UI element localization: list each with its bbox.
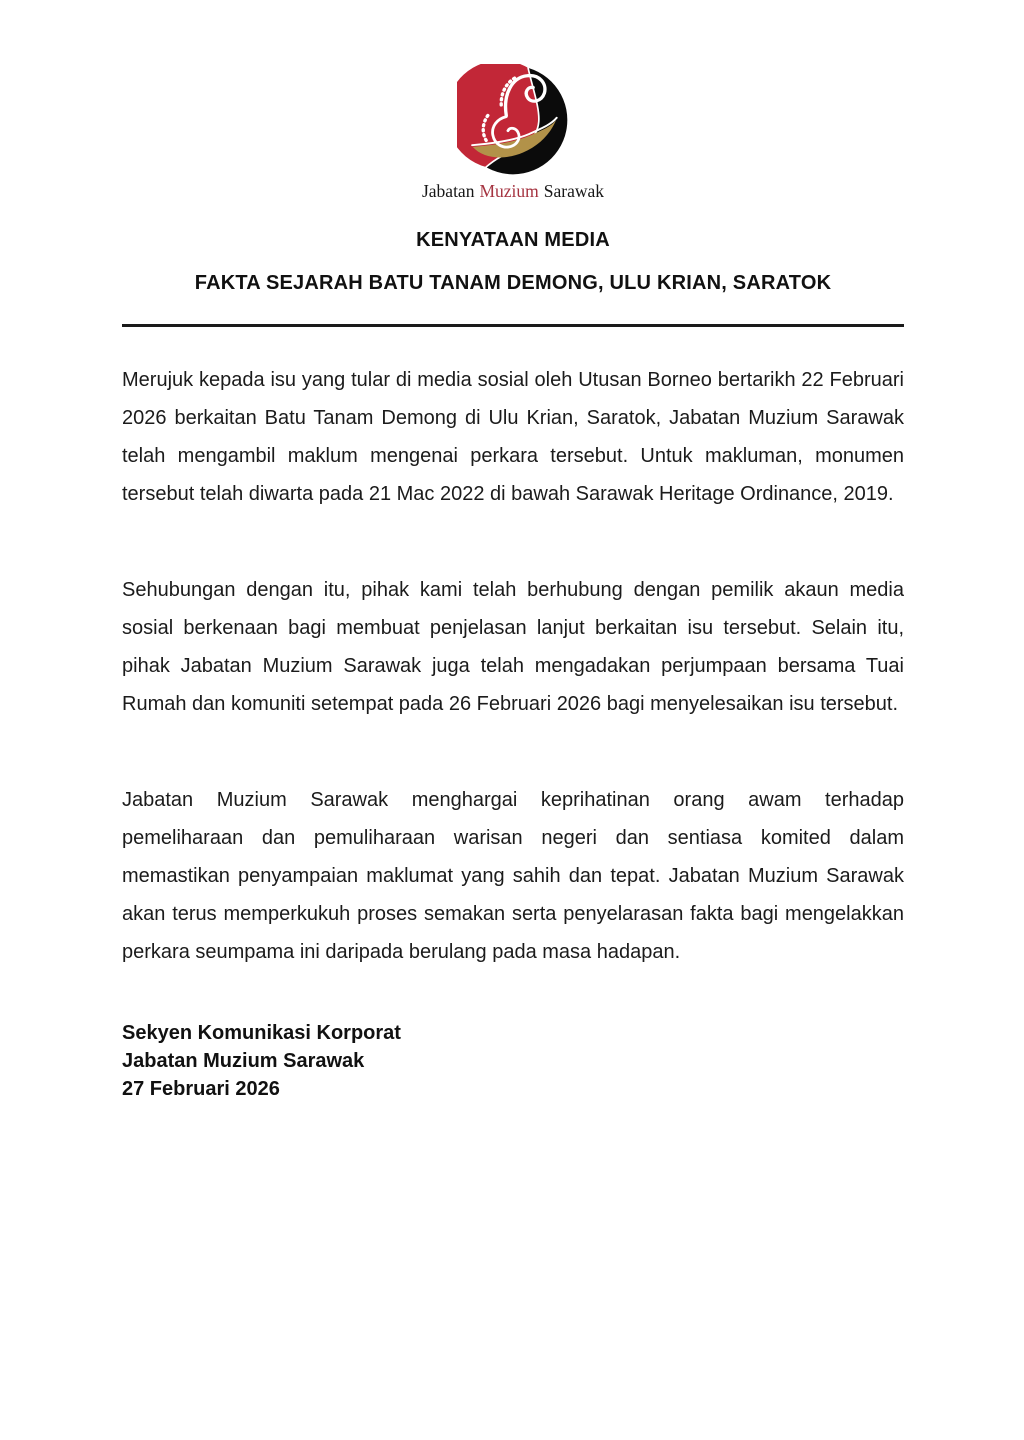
signature-block [122,1019,904,1103]
body-text [122,361,904,971]
logo-caption-word-accent: Muzium [479,181,539,201]
paragraph-2: Sehubungan dengan itu, pihak kami telah berhubung dengan pemilik akaun media sosial berkenaan bagi membuat penjelasan lanjut berkaitan isu tersebut. Selain itu, pihak Jabatan Muzium Sarawak juga telah mengadakan perjumpaan bersama Tuai Rumah dan komuniti setempat pada 26 Februari 2026 bagi menyelesaikan isu tersebut. [122,579,904,715]
title-divider [122,324,904,327]
signature-line-date: 27 Februari 2026 [122,1078,280,1100]
paragraph-1: Merujuk kepada isu yang tular di media sosial oleh Utusan Borneo bertarikh 22 Februari 2026 berkaitan Batu Tanam Demong di Ulu Krian, Saratok, Jabatan Muzium Sarawak telah mengambil maklum mengenai perkara tersebut. Untuk makluman, monumen tersebut telah diwarta pada 21 Mac 2022 di bawah Sarawak Heritage Ordinance, 2019. [122,369,904,505]
signature-line-section: Sekyen Komunikasi Korporat [122,1022,401,1044]
page-subtitle: FAKTA SEJARAH BATU TANAM DEMONG, ULU KRIAN, SARATOK [194,272,832,294]
logo-caption-word: Sarawak [543,181,605,201]
museum-logo-icon [457,64,569,176]
page-title: KENYATAAN MEDIA [416,229,610,251]
signature-line-department: Jabatan Muzium Sarawak [122,1050,365,1072]
paragraph-3: Jabatan Muzium Sarawak menghargai keprihatinan orang awam terhadap pemeliharaan dan pemuliharaan warisan negeri dan sentiasa komited dalam memastikan penyampaian maklumat yang sahih dan tepat. Jabatan Muzium Sarawak akan terus memperkukuh proses semakan serta penyelarasan fakta bagi mengelakkan perkara seumpama ini daripada berulang pada masa hadapan. [122,789,904,963]
logo-block [122,64,904,202]
logo-caption [422,181,604,202]
logo-caption-word: Jabatan [421,181,475,201]
